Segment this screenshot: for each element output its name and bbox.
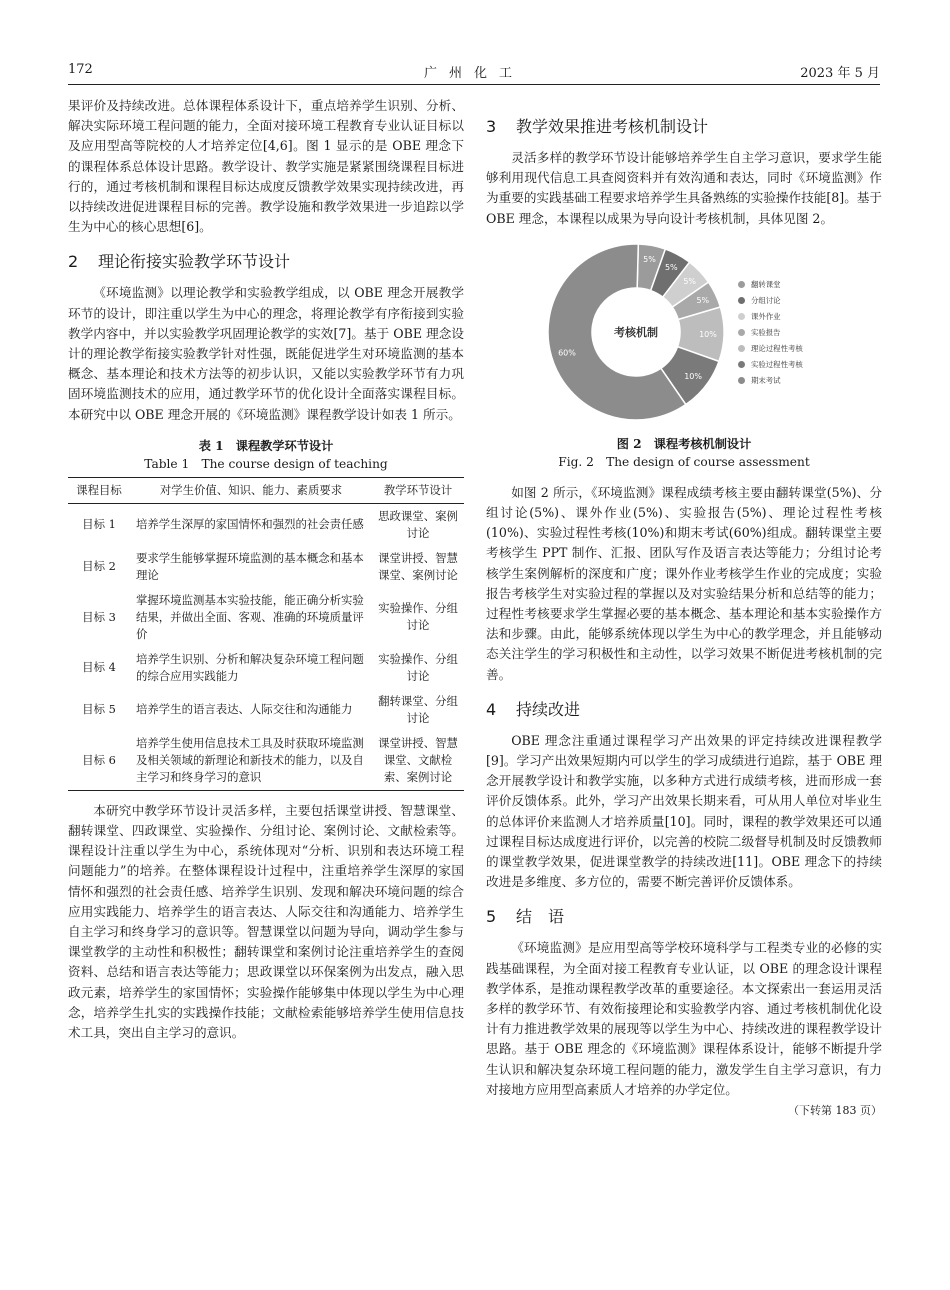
section-number: 4 [486, 699, 497, 719]
chart-legend [738, 277, 803, 389]
section-5-paragraph: 《环境监测》是应用型高等学校环境科学与工程类专业的必修的实践基础课程，为全面对接工程教育专业认证，以 OBE 的理念设计课程教学体系，是推动课程教学改革的重要途径。本文探索出一套运用灵活多样的教学环节、有效衔接理论和实验教学内容、通过考核机制优化设计有力推进教学效果的展现等以学生为中心、持续改进的课程教学设计思路。基于 OBE 理念的《环境监测》课程体系设计，能够不断提升学生认识和解决复杂环境工程问题的能力，激发学生自主学习意识，有力对接地方应用型高素质人才培养的办学定位。 [486, 940, 882, 1097]
legend-swatch [738, 281, 745, 288]
table-cell: 实验操作、分组讨论 [378, 601, 458, 633]
section-2-heading [68, 251, 464, 273]
legend-label: 理论过程性考核 [751, 343, 803, 353]
table-caption-en: Table 1 The course design of teaching [144, 456, 388, 471]
table-header-cell: 课程目标 [68, 477, 130, 503]
legend-swatch [738, 313, 745, 320]
continued-note: （下转第 183 页） [788, 1104, 882, 1118]
table-row [68, 503, 464, 546]
section-number: 2 [68, 252, 79, 272]
legend-item [738, 277, 803, 293]
figure-caption-en: Fig. 2 The design of course assessment [558, 454, 810, 469]
left-column [68, 96, 464, 1043]
legend-label: 期末考试 [751, 375, 781, 385]
table-cell: 思政课堂、案例讨论 [378, 508, 458, 540]
legend-label: 实验报告 [751, 327, 781, 337]
figure-caption [486, 435, 882, 471]
table-cell: 目标 6 [68, 731, 130, 791]
table-cell: 要求学生能够掌握环境监测的基本概念和基本理论 [136, 550, 364, 582]
legend-item [738, 341, 803, 357]
table-row [68, 731, 464, 791]
slice-label: 5% [643, 255, 656, 265]
table-header-cell: 教学环节设计 [372, 477, 464, 503]
table-row [68, 588, 464, 647]
page-number: 172 [68, 62, 93, 77]
legend-item [738, 325, 803, 341]
section-5-heading [486, 906, 882, 928]
legend-item [738, 293, 803, 309]
legend-swatch [738, 297, 745, 304]
section-title: 结 语 [516, 907, 565, 927]
section-4-paragraph: OBE 理念注重通过课程学习产出效果的评定持续改进课程教学[9]。学习产出效果短期内可以学生的学习成绩进行追踪，基于 OBE 理念开展教学设计和教学实施，以多种方式进行成绩考核，进而形成一套评价反馈体系。此外，学习产出效果长期来看，可从用人单位对毕业生的总体评价来监测人才培养质量[10]。同时，课程的教学效果还可以通过课程目标达成度进行评价，以完善的校院二级督导机制及时反馈教师的课堂教学效果，促进课堂教学的持续改进[11]。OBE 理念下的持续改进是多维度、多方位的，需要不断完善评价反馈体系。 [486, 732, 882, 890]
legend-swatch [738, 377, 745, 384]
table-cell: 实验操作、分组讨论 [378, 651, 458, 683]
table-caption [68, 437, 464, 473]
section-title: 持续改进 [516, 699, 581, 719]
table-cell: 课堂讲授、智慧课堂、文献检索、案例讨论 [372, 731, 464, 791]
chart-center-title: 考核机制 [614, 325, 658, 339]
legend-swatch [738, 345, 745, 352]
table-row [68, 546, 464, 588]
legend-label: 课外作业 [751, 311, 781, 321]
slice-label: 5% [696, 295, 710, 305]
table-cell: 培养学生的语言表达、人际交往和沟通能力 [136, 702, 353, 717]
table-caption-zh: 表 1 课程教学环节设计 [198, 438, 334, 453]
slice-label: 5% [664, 262, 678, 272]
section-3-heading [486, 116, 882, 138]
table-row [68, 689, 464, 731]
section-4-heading [486, 699, 882, 721]
table-header-cell: 对学生价值、知识、能力、素质要求 [130, 477, 372, 503]
table-row [68, 647, 464, 689]
table-header-row [68, 477, 464, 503]
post-table-paragraph: 本研究中教学环节设计灵活多样，主要包括课堂讲授、智慧课堂、翻转课堂、四政课堂、实验操作、分组讨论、案例讨论、文献检索等。课程设计注重以学生为中心，系统体现对“分析、识别和表达环境工程问题能力”的培养。在整体课程设计过程中，注重培养学生深厚的家国情怀和强烈的社会责任感、培养学生识别、发现和解决环境问题的综合应用实践能力、培养学生的语言表达、人际交往和沟通能力、培养学生自主学习和终身学习的意识等。智慧课堂以问题为导向，调动学生参与课堂教学的主动性和积极性；翻转课堂和案例讨论注重培养学生的查阅资料、总结和语言表达等能力；思政课堂以环保案例为出发点，融入思政元素，培养学生的家国情怀；实验操作能够集中体现以学生为中心理念，培养学生扎实的实践操作技能；文献检索能够培养学生使用信息技术工具，突出自主学习的意识。 [68, 802, 464, 1041]
legend-label: 分组讨论 [751, 295, 781, 305]
table-cell: 目标 4 [82, 660, 116, 675]
legend-item [738, 357, 803, 373]
figure-paragraph: 如图 2 所示，《环境监测》课程成绩考核主要由翻转课堂(5%)、分组讨论(5%)、课外作业(5%)、实验报告(5%)、理论过程性考核(10%)、实验过程性考核(10%)和期末考试(60%)组成。翻转课堂主要考核学生 PPT 制作、汇报、团队写作及语言表达等能力；分组讨论考核学生案例解析的深度和广度；课外作业考核学生作业的完成度；实验报告考核学生对实验过程的掌握以及对实验结果分析和总结等的能力；过程性考核要求学生掌握必要的基本概念、基本理论和基本实验操作方法和步骤。由此，能够系统体现以学生为中心的教学理念，并且能够动态关注学生的学习积极性和主动性，以学习效果不断促进考核机制的完善。 [486, 484, 882, 682]
section-2-paragraph: 《环境监测》以理论教学和实验教学组成，以 OBE 理念开展教学环节的设计，即注重以学生为中心的理念，将理论教学有序衔接到实验教学内容中，并以实验教学巩固理论教学的实效[7]。基于 OBE 理念设计的理论教学衔接实验教学针对性强，既能促进学生对环境监测的基本概念、基本理论和技术方法等的初步认识，又能以实验教学环节有力巩固环境监测技术的应用，通过教学环节的优化设计全面落实课程目标。本研究中以 OBE 理念开展的《环境监测》课程教学设计如表 1 所示。 [68, 285, 464, 422]
table-cell: 培养学生深厚的家国情怀和强烈的社会责任感 [136, 517, 364, 532]
table-cell: 培养学生使用信息技术工具及时获取环境监测及相关领域的新理论和新技术的能力，以及自主学习和终身学习的意识 [130, 731, 372, 791]
right-column [486, 96, 882, 1118]
slice-label: 60% [558, 348, 576, 358]
figure-caption-zh: 图 2 课程考核机制设计 [616, 436, 752, 451]
donut-chart [486, 237, 736, 427]
table-cell: 课堂讲授、智慧课堂、案例讨论 [378, 550, 458, 582]
section-3-paragraph: 灵活多样的教学环节设计能够培养学生自主学习意识，要求学生能够利用现代信息工具查阅资料并有效沟通和表达，同时《环境监测》作为重要的实践基础工程要求培养学生具备熟练的实验操作技能[8]。基于 OBE 理念，本课程以成果为导向设计考核机制，具体见图 2。 [486, 150, 882, 226]
slice-label: 10% [684, 371, 703, 381]
course-design-table [68, 477, 464, 791]
section-title: 理论衔接实验教学环节设计 [98, 252, 291, 272]
section-number: 3 [486, 117, 497, 136]
assessment-chart [486, 237, 882, 427]
section-number: 5 [486, 907, 497, 927]
journal-name: 广州化工 [423, 66, 524, 81]
section-title: 教学效果推进考核机制设计 [516, 117, 709, 136]
table-cell: 掌握环境监测基本实验技能，能正确分析实验结果，并做出全面、客观、准确的环境质量评价 [136, 592, 364, 641]
legend-label: 翻转课堂 [751, 279, 781, 289]
slice-label: 10% [699, 329, 717, 339]
intro-paragraph: 果评价及持续改进。总体课程体系设计下，重点培养学生识别、分析、解决实际环境工程问题的能力，全面对接环境工程教育专业认证目标以及应用型高等院校的人才培养定位[4,6]。图 1 显示的是 OBE 理念下的课程体系总体设计思路。教学设计、教学实施是紧紧围绕课程目标进行的，通过考核机制和课程目标达成度反馈教学效果实现持续改进，再以持续改进促进课程目标的完善。教学设施和教学效果进一步追踪以学生为中心的核心思想[6]。 [68, 98, 464, 235]
issue-date: 2023 年 5 月 [800, 66, 880, 81]
table-cell: 目标 2 [82, 559, 116, 574]
table-cell: 翻转课堂、分组讨论 [378, 693, 458, 725]
legend-label: 实验过程性考核 [751, 359, 803, 369]
running-header [68, 62, 880, 85]
legend-swatch [738, 361, 745, 368]
slice-label: 5% [683, 276, 697, 286]
table-cell: 目标 5 [82, 702, 116, 717]
table-cell: 目标 3 [82, 609, 116, 624]
legend-item [738, 309, 803, 325]
legend-item [738, 373, 803, 389]
legend-swatch [738, 329, 745, 336]
table-cell: 目标 1 [82, 517, 116, 532]
table-cell: 培养学生识别、分析和解决复杂环境工程问题的综合应用实践能力 [136, 651, 364, 683]
